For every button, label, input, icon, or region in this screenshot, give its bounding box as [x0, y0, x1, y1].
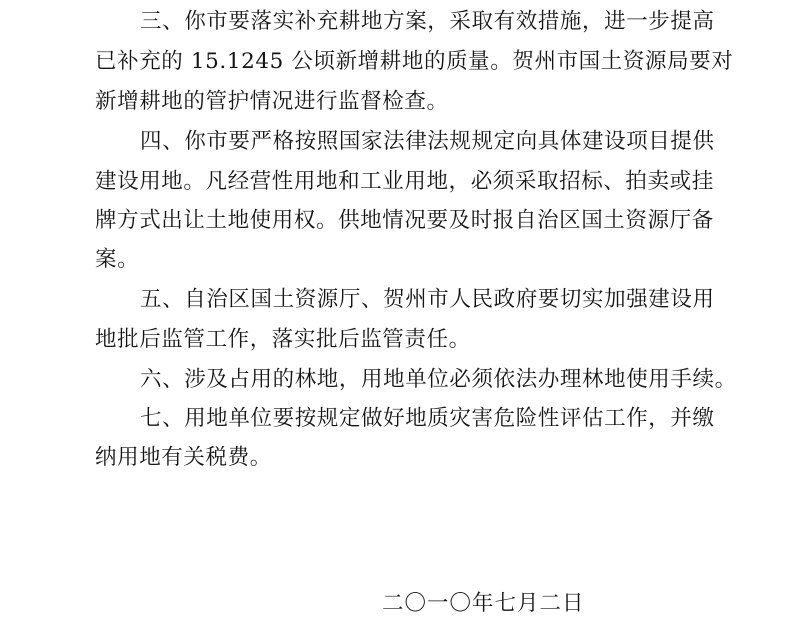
paragraph-4-line-3: 牌方式出让土地使用权。供地情况要及时报自治区国土资源厅备	[95, 208, 714, 233]
paragraph-7-line-2: 纳用地有关税费。	[95, 445, 272, 470]
paragraph-4-line-2: 建设用地。凡经营性用地和工业用地，必须采取招标、拍卖或挂	[95, 169, 714, 194]
paragraph-4-line-4: 案。	[95, 247, 140, 272]
paragraph-3-line-1: 三、你市要落实补充耕地方案，采取有效措施，进一步提高	[140, 9, 715, 34]
paragraph-5-line-1: 五、自治区国土资源厅、贺州市人民政府要切实加强建设用	[140, 287, 715, 312]
document-date: 二〇一〇年七月二日	[382, 591, 585, 616]
paragraph-4-line-1: 四、你市要严格按照国家法律法规规定向具体建设项目提供	[140, 129, 715, 154]
paragraph-5-line-2: 地批后监管工作，落实批后监管责任。	[95, 327, 471, 352]
paragraph-3-line-3: 新增耕地的管护情况进行监督检查。	[95, 89, 449, 114]
paragraph-6-line-1: 六、涉及占用的林地，用地单位必须依法办理林地使用手续。	[140, 367, 737, 392]
paragraph-7-line-1: 七、用地单位要按规定做好地质灾害危险性评估工作，并缴	[140, 406, 715, 431]
paragraph-3-line-2: 已补充的 15.1245 公顷新增耕地的质量。贺州市国土资源局要对	[95, 49, 734, 74]
